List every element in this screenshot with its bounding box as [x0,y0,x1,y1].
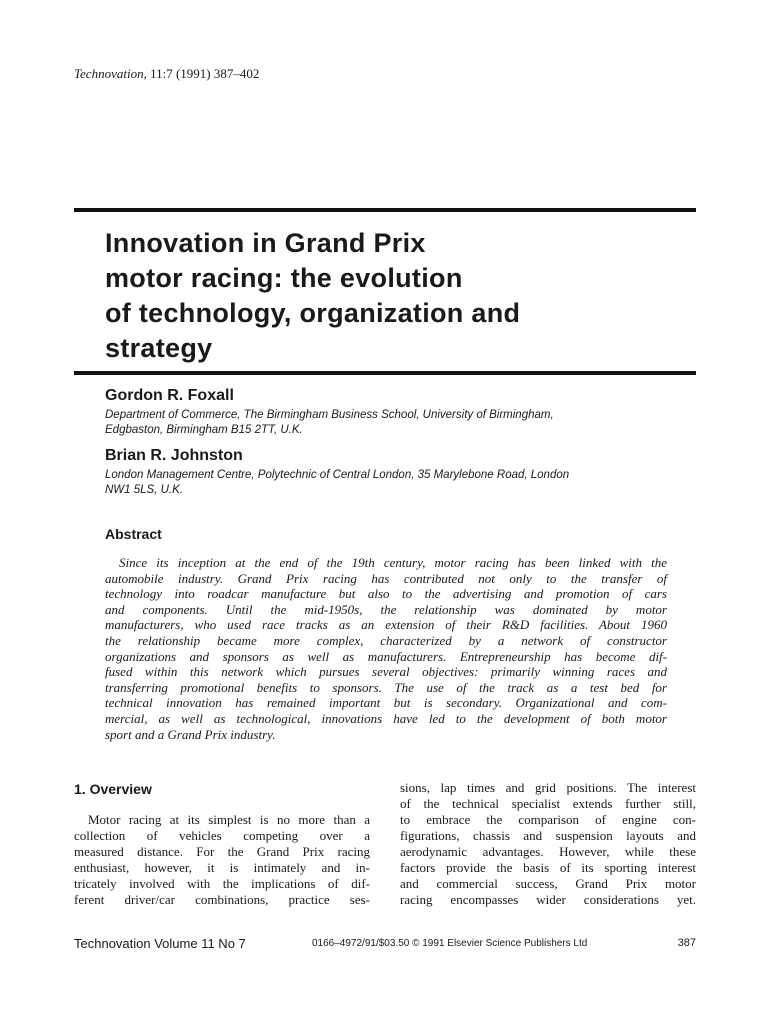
footer-copyright: 0166–4972/91/$03.50 © 1991 Elsevier Science Publishers Ltd [312,938,588,949]
abstract-line: the relationship became more complex, characterized by a network of constructor [105,632,667,648]
abstract-line: transferring promotional benefits to sponsors. The use of the track as a test bed for [105,679,667,695]
title-line: motor racing: the evolution [105,263,463,293]
title-rule [74,371,696,375]
top-rule [74,208,696,212]
abstract-line: fused within this network which pursues several objectives: primarily winning races and [105,664,667,680]
section-heading-overview: 1. Overview [74,781,152,797]
abstract-heading: Abstract [105,526,162,542]
author-affiliation [105,408,685,438]
footer-journal: Technovation Volume 11 No 7 [74,936,246,951]
page-footer [74,936,696,954]
affiliation-line: London Management Centre, Polytechnic of Central London, 35 Marylebone Road, London [105,469,570,481]
affiliation-line: Department of Commerce, The Birmingham Business School, University of Birmingham, [105,409,554,421]
body-column-right [400,780,696,908]
journal-reference [74,66,259,82]
body-line: ferent driver/car combinations, practice ses- [74,892,370,907]
body-line: measured distance. For the Grand Prix racing [74,844,370,859]
abstract-body [105,555,667,742]
body-line: aerodynamic advantages. However, while these [400,844,696,859]
body-column-left [74,812,370,908]
author-block-2 [105,446,685,498]
abstract-line: technical innovation has remained important but is secondary. Organizational and com- [105,695,667,711]
author-name: Gordon R. Foxall [105,387,234,404]
abstract-line: and components. Until the mid-1950s, the relationship was dominated by motor [105,601,667,617]
article-title [105,226,665,366]
abstract-line: technology into roadcar manufacture but also to the advertising and promotion of cars [105,586,667,602]
abstract-line: sport and a Grand Prix industry. [105,726,276,742]
author-name: Brian R. Johnston [105,447,243,464]
body-line: enthusiast, however, it is intimately and in- [74,860,370,875]
body-line: figurations, chassis and suspension layouts and [400,828,696,843]
abstract-line: Since its inception at the end of the 19th century, motor racing has been linked with the [119,555,667,570]
journal-citation: 11:7 (1991) 387–402 [150,66,260,81]
title-line: of technology, organization and [105,298,521,328]
affiliation-line: Edgbaston, Birmingham B15 2TT, U.K. [105,424,303,436]
title-line: Innovation in Grand Prix [105,228,426,258]
body-line: sions, lap times and grid positions. The interest [400,780,696,795]
body-line: racing encompasses wider considerations yet. [400,892,696,907]
abstract-line: manufacturers, who used race tracks as an extension of their R&D facilities. About 1960 [105,617,667,633]
abstract-line: automobile industry. Grand Prix racing has contributed not only to the transfer of [105,570,667,586]
abstract-line: organizations and sponsors as well as manufacturers. Entrepreneurship has become dif- [105,648,667,664]
author-affiliation [105,468,685,498]
author-block-1 [105,386,685,438]
abstract-line: mercial, as well as technological, innovations have led to the development of both motor [105,710,667,726]
journal-name: Technovation, [74,66,147,81]
body-line: Motor racing at its simplest is no more than a [88,812,370,827]
body-line: and commercial success, Grand Prix motor [400,876,696,891]
body-line: collection of vehicles competing over a [74,828,370,843]
title-line: strategy [105,333,213,363]
body-line: tricately involved with the implications of dif- [74,876,370,891]
body-line: factors provide the basis of its sporting interest [400,860,696,875]
body-line: of the technical specialist extends further still, [400,796,696,811]
page-number: 387 [677,937,696,949]
body-line: to embrace the comparison of engine con- [400,812,696,827]
affiliation-line: NW1 5LS, U.K. [105,484,183,496]
